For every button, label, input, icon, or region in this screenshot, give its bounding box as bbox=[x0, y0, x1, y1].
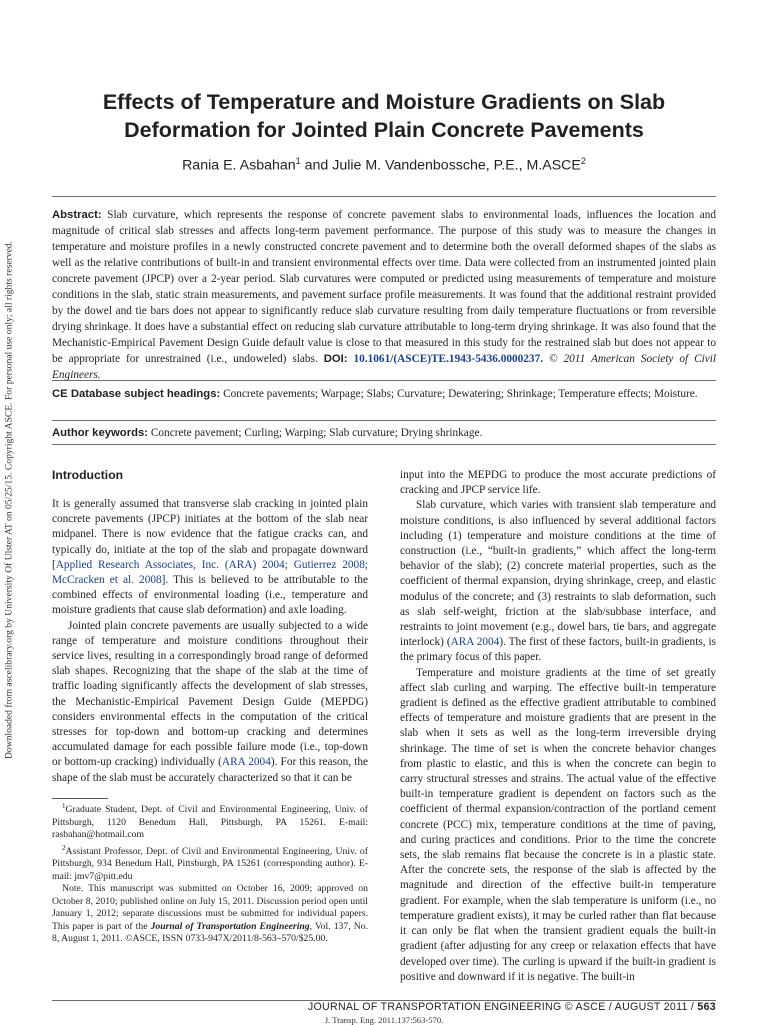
submission-note bbox=[52, 883, 368, 946]
citation-link[interactable]: Applied Research Associates, Inc. (ARA) 2004; Gutierrez 2008; McCracken et al. 2008 bbox=[52, 558, 368, 587]
abstract-top-rule bbox=[52, 196, 716, 197]
author-keywords-text: Concrete pavement; Curling; Warping; Slab curvature; Drying shrinkage. bbox=[150, 427, 483, 439]
journal-name: Journal of Transportation Engineering bbox=[150, 920, 310, 932]
journal-footer bbox=[308, 1001, 716, 1013]
citation-footer: J. Transp. Eng. 2011.137:563-570. bbox=[324, 1015, 444, 1025]
footnote-1-text: Graduate Student, Dept. of Civil and Environmental Engineering, Univ. of Pittsburgh, 1120 Benedum Hall, Pittsburgh, PA 15261. E-mail: rasbahan@hotmail.com bbox=[52, 804, 368, 841]
author-keywords bbox=[52, 425, 716, 441]
author-1-affiliation-marker: 1 bbox=[295, 156, 301, 166]
right-column bbox=[400, 468, 716, 985]
keywords-bottom-rule bbox=[52, 444, 716, 445]
doi-link[interactable]: 10.1061/(ASCE)TE.1943-5436.0000237. bbox=[353, 353, 544, 365]
author-2: and Julie M. Vandenbossche, P.E., M.ASCE bbox=[300, 157, 581, 174]
subject-headings-label: CE Database subject headings: bbox=[52, 388, 221, 400]
submission-note-text-b: , Vol. 137, No. 8, August 1, 2011. ©ASCE, ISSN 0733-947X/2011/8-563–570/$25.00. bbox=[52, 920, 368, 945]
abstract-copyright: © 2011 American Society of Civil Engineers. bbox=[52, 353, 717, 381]
citation-link[interactable]: ARA 2004 bbox=[221, 756, 271, 769]
footnote-1-marker: 1 bbox=[62, 802, 66, 810]
footnote-2-marker: 2 bbox=[62, 843, 66, 852]
curvature-text-a: Slab curvature, which varies with transient slab temperature and moisture conditions, is also influenced by several additional factors including (1) temperature and moisture conditions at the time of construction (i.e., “built-in gradients,” which affect the long-term behavior of the slab); (2) concrete material properties, such as the coefficient of thermal expansion, drying shrinkage, creep, and elastic modulus of the concrete; and (3) restraints to slab deformation, such as slab self-weight, friction at the slab/subbase interface, and restraints to joint movement (e.g., dowel bars, tie bars, and aggregate interlock) ( bbox=[400, 499, 716, 649]
journal-footer-text: JOURNAL OF TRANSPORTATION ENGINEERING © ASCE / AUGUST 2011 / bbox=[307, 1001, 698, 1013]
author-line bbox=[40, 156, 728, 174]
subject-headings bbox=[52, 386, 716, 402]
intro-p1-text-a: It is generally assumed that transverse slab cracking in jointed plain concrete pavements (JPCP) initiates at the bottom of the slab near midpanel. There is now evidence that the fatigue cracks can, and typically do, initiate at the top of the slab and propagate downward [ bbox=[52, 498, 368, 571]
footnote-2 bbox=[52, 842, 368, 884]
page-number: 563 bbox=[697, 1001, 716, 1013]
subject-headings-rule bbox=[52, 420, 716, 421]
footnote-2-text: Assistant Professor, Dept. of Civil and Environmental Engineering, Univ. of Pittsburgh, 934 Benedum Hall, Pittsburgh, PA 15261 (corresponding author). E-mail: jmv7@pitt.edu bbox=[52, 845, 368, 882]
curvature-text-b: ). The first of these factors, built-in gradients, is the primary focus of this paper. bbox=[400, 636, 717, 664]
title-line-2: Deformation for Jointed Plain Concrete Pavements bbox=[124, 118, 644, 142]
abstract bbox=[52, 207, 716, 383]
submission-note-text-a: Note. This manuscript was submitted on October 16, 2009; approved on October 8, 2010; published online on July 15, 2011. Discussion period open until January 1, 2012; separate discussions must be submitted for individual papers. This paper is part of the bbox=[52, 883, 368, 932]
author-keywords-label: Author keywords: bbox=[52, 427, 149, 439]
author-1: Rania E. Asbahan bbox=[182, 157, 296, 174]
intro-p1-text-b: ]. This is believed to be attributable to the combined effects of environmental loading (i.e., temperature and moisture gradients that cause slab deformation) and axle loading. bbox=[52, 574, 368, 617]
footnote-rule bbox=[52, 798, 108, 799]
paper-title bbox=[40, 88, 728, 144]
citation-link[interactable]: ARA 2004 bbox=[450, 636, 500, 649]
subject-headings-text: Concrete pavements; Warpage; Slabs; Curvature; Dewatering; Shrinkage; Temperature effects; Moisture. bbox=[223, 388, 698, 400]
title-line-1: Effects of Temperature and Moisture Gradients on Slab bbox=[102, 90, 666, 114]
body-paragraph-gradients: Temperature and moisture gradients at the time of set greatly affect slab curling and warping. The effective built-in temperature gradient is defined as the effective gradient attributable to combined effects of temperature and moisture gradients that are present in the slab when it sets as well as the long-term irreversible drying shrinkage. The time of set is when the concrete behavior changes from plastic to elastic, and this is when the concrete can begin to carry structural stresses and strains. The actual value of the effective built-in temperature gradient is dependent on factors such as the coefficient of thermal expansion/contraction of the portland cement concrete (PCC) mix, temperature conditions at the time of paving, and curing practices and conditions. Prior to the time the concrete sets, the slab remains flat because the concrete is in a plastic state. After the concrete sets, the response of the slab is affected by the magnitude and direction of the effective built-in temperature gradient. For example, when the slab temperature is uniform (i.e., no temperature gradient exists), it may be curled rather than flat because it can only be flat when the transient gradient equals the built-in gradient (after adjusting for any creep or relaxation effects that have developed over time). The curling is upward if the built-in gradient is positive and downward if it is negative. The built-in bbox=[400, 666, 716, 983]
footnote-1 bbox=[52, 800, 368, 842]
continued-paragraph: input into the MEPDG to produce the most accurate predictions of cracking and JPCP service life. bbox=[400, 469, 716, 497]
footnotes bbox=[52, 800, 368, 946]
introduction-heading: Introduction bbox=[52, 468, 124, 482]
intro-p2-text-b: ). For this reason, the shape of the slab must be accurately characterized so that it can be bbox=[52, 756, 368, 784]
intro-p2-text-a: Jointed plain concrete pavements are usually subjected to a wide range of temperature and moisture conditions throughout their service lives, resulting in a correspondingly broad range of deformed slab shapes. Recognizing that the shape of the slab at the time of traffic loading significantly affects the development of slab stresses, the Mechanistic-Empirical Pavement Design Guide (MEPDG) considers environmental effects in the computation of the critical stresses for top-down and bottom-up cracking and determines accumulated damage for each possible failure mode (i.e., top-down or bottom-up cracking) individually ( bbox=[52, 619, 368, 769]
doi-label: DOI: bbox=[323, 353, 348, 365]
download-watermark bbox=[2, 230, 16, 770]
download-watermark-text: Downloaded from ascelibrary.org by University Of Ulster AT on 05/25/15. Copyright ASCE. For personal use only; all rights reserved. bbox=[3, 240, 15, 760]
intro-paragraph-1 bbox=[52, 497, 368, 619]
abstract-text: Slab curvature, which represents the response of concrete pavement slabs to environmental loads, influences the location and magnitude of critical slab stresses and affects long-term pavement performance. The purpose of this study was to measure the changes in temperature and moisture profiles in a newly constructed concrete pavement and to determine both the overall deformed shapes of the slabs as well as the relative contributions of built-in and transient environmental effects over time. Data were collected from an instrumented jointed plain concrete pavement (JPCP) over a 2-year period. Slab curvatures were computed or predicted using measurements of temperature and moisture conditions in the slab, static strain measurements, and pavement surface profile measurements. It was found that the additional restraint provided by the dowel and tie bars does not appear to significantly reduce slab curvature resulting from daily temperature fluctuations or from reversible drying shrinkage. It does have a substantial effect on reducing slab curvature attributable to long-term drying shrinkage. It was also found that the Mechanistic-Empirical Pavement Design Guide default value is close to that measured in this study for the restrained slab but does not appear to be appropriate for unrestrained (i.e., undoweled) slabs. bbox=[52, 209, 717, 365]
body-paragraph-curvature bbox=[400, 498, 716, 665]
abstract-label: Abstract: bbox=[52, 209, 102, 221]
left-column bbox=[52, 497, 368, 786]
abstract-bottom-rule bbox=[52, 380, 716, 381]
intro-paragraph-2 bbox=[52, 619, 368, 786]
author-2-affiliation-marker: 2 bbox=[580, 156, 586, 166]
